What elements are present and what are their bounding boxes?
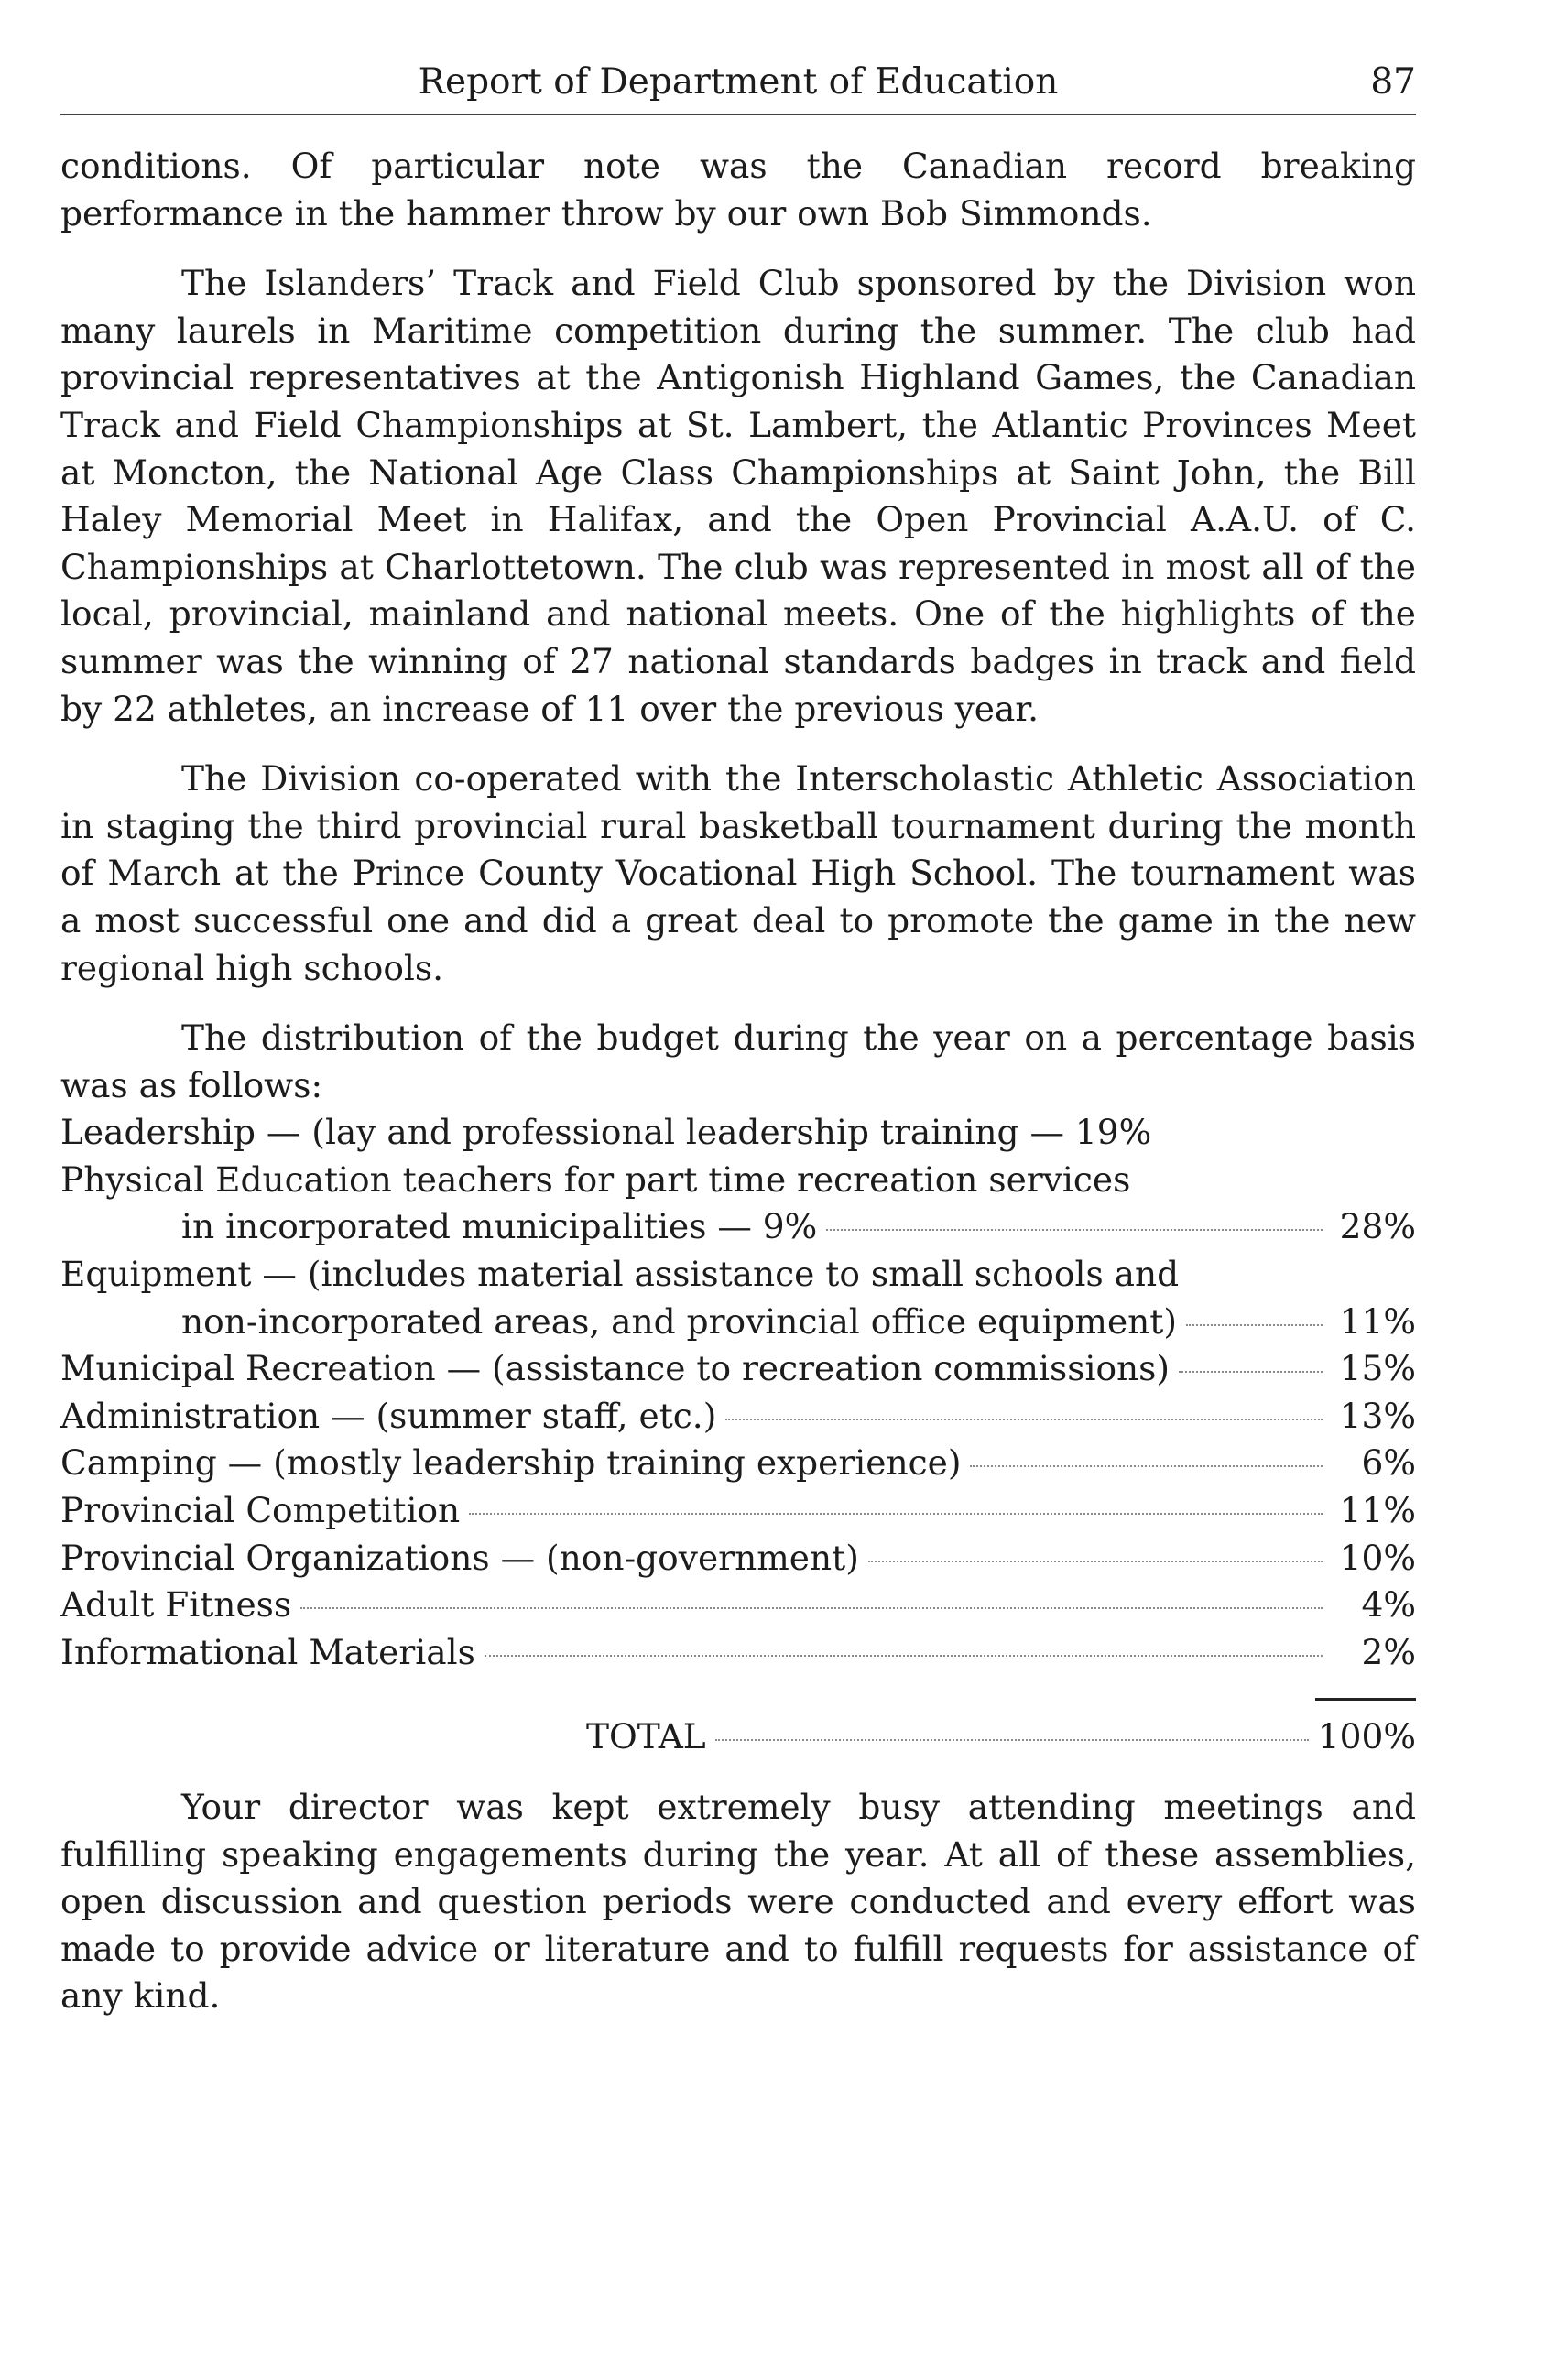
budget-equipment-sub	[60, 1299, 1416, 1346]
budget-item	[60, 1345, 1416, 1393]
total-label: TOTAL	[586, 1716, 706, 1757]
budget-label: Equipment — (includes material assistance to small schools and	[60, 1254, 1180, 1295]
budget-phys-ed-sub	[60, 1203, 1416, 1251]
budget-percent: 6%	[1361, 1442, 1416, 1484]
budget-leadership-line	[60, 1109, 1416, 1157]
budget-item	[60, 1440, 1416, 1487]
budget-item	[60, 1582, 1416, 1629]
dot-leader	[485, 1655, 1323, 1657]
budget-label: Camping — (mostly leadership training experience)	[60, 1442, 962, 1484]
budget-percent: 15%	[1339, 1348, 1416, 1389]
dot-leader	[300, 1607, 1323, 1609]
total-percent: 100%	[1317, 1716, 1416, 1757]
budget-percent: 11%	[1339, 1490, 1416, 1531]
dot-leader	[469, 1513, 1323, 1515]
paragraph-continuation: conditions. Of particular note was the Canadian record breaking performance in the hammer throw by our own Bob Simmonds.	[60, 146, 1416, 234]
budget-percent: 13%	[1339, 1395, 1416, 1436]
budget-label: Physical Education teachers for part time recreation services	[60, 1158, 1131, 1200]
dot-leader	[1186, 1324, 1323, 1326]
budget-percent: 11%	[1339, 1300, 1416, 1342]
budget-label: non-incorporated areas, and provincial office equipment)	[181, 1300, 1177, 1342]
dot-leader	[725, 1419, 1323, 1420]
budget-label: Municipal Recreation — (assistance to recreation commissions)	[60, 1348, 1171, 1389]
budget-label: Adult Fitness	[60, 1584, 292, 1626]
header-rule	[60, 114, 1416, 115]
body-text	[60, 143, 1416, 2020]
paragraph-director: Your director was kept extremely busy attending meetings and fulfilling speaking engagements during the year. At all of these assemblies, open discussion and question periods were conducted and every effort was made to provide advice or literature and to fulfill requests for assistance of any kind.	[60, 1787, 1416, 2017]
paragraph-budget-intro: The distribution of the budget during the year on a percentage basis was as follows:	[60, 1017, 1416, 1105]
budget-percent: 2%	[1361, 1631, 1416, 1672]
dot-leader	[970, 1465, 1323, 1467]
budget-label: Leadership — (lay and professional leadership training — 19%	[60, 1112, 1152, 1153]
budget-item	[60, 1629, 1416, 1677]
paragraph-basketball: The Division co-operated with the Interscholastic Athletic Association in staging the third provincial rural basketball tournament during the month of March at the Prince County Vocational High School. The tournament was a most successful one and did a great deal to promote the game in the new regional high schools.	[60, 758, 1416, 988]
dot-leader	[868, 1561, 1323, 1562]
budget-percent: 4%	[1361, 1584, 1416, 1626]
budget-total	[60, 1713, 1416, 1761]
total-rule	[1315, 1698, 1416, 1701]
budget-phys-ed-line	[60, 1157, 1416, 1204]
budget-equipment-line	[60, 1251, 1416, 1299]
budget-item	[60, 1487, 1416, 1535]
budget-label: Provincial Organizations — (non-government)	[60, 1537, 859, 1578]
paragraph-track-club: The Islanders’ Track and Field Club sponsored by the Division won many laurels in Maritime competition during the summer. The club had provincial representatives at the Antigonish Highland Games, the Canadian Track and Field Championships at St. Lambert, the Atlantic Provinces Meet at Moncton, the National Age Class Championships at Saint John, the Bill Haley Memorial Meet in Halifax, and the Open Provincial A.A.U. of C. Championships at Charlottetown. The club was represented in most all of the local, provincial, mainland and national meets. One of the highlights of the summer was the winning of 27 national standards badges in track and field by 22 athletes, an increase of 11 over the previous year.	[60, 263, 1416, 729]
budget-item	[60, 1535, 1416, 1582]
dot-leader	[1179, 1371, 1323, 1373]
budget-label: Informational Materials	[60, 1631, 475, 1672]
budget-label: Provincial Competition	[60, 1490, 461, 1531]
budget-table	[60, 1109, 1416, 1761]
dot-leader	[826, 1229, 1323, 1231]
budget-percent: 28%	[1339, 1206, 1416, 1247]
budget-item	[60, 1393, 1416, 1441]
dot-leader	[715, 1739, 1309, 1741]
page-number: 87	[1370, 61, 1416, 103]
running-header	[60, 57, 1416, 108]
running-title: Report of Department of Education	[418, 61, 1059, 103]
budget-percent: 10%	[1339, 1537, 1416, 1578]
budget-label: in incorporated municipalities — 9%	[181, 1206, 818, 1247]
budget-label: Administration — (summer staff, etc.)	[60, 1395, 717, 1436]
